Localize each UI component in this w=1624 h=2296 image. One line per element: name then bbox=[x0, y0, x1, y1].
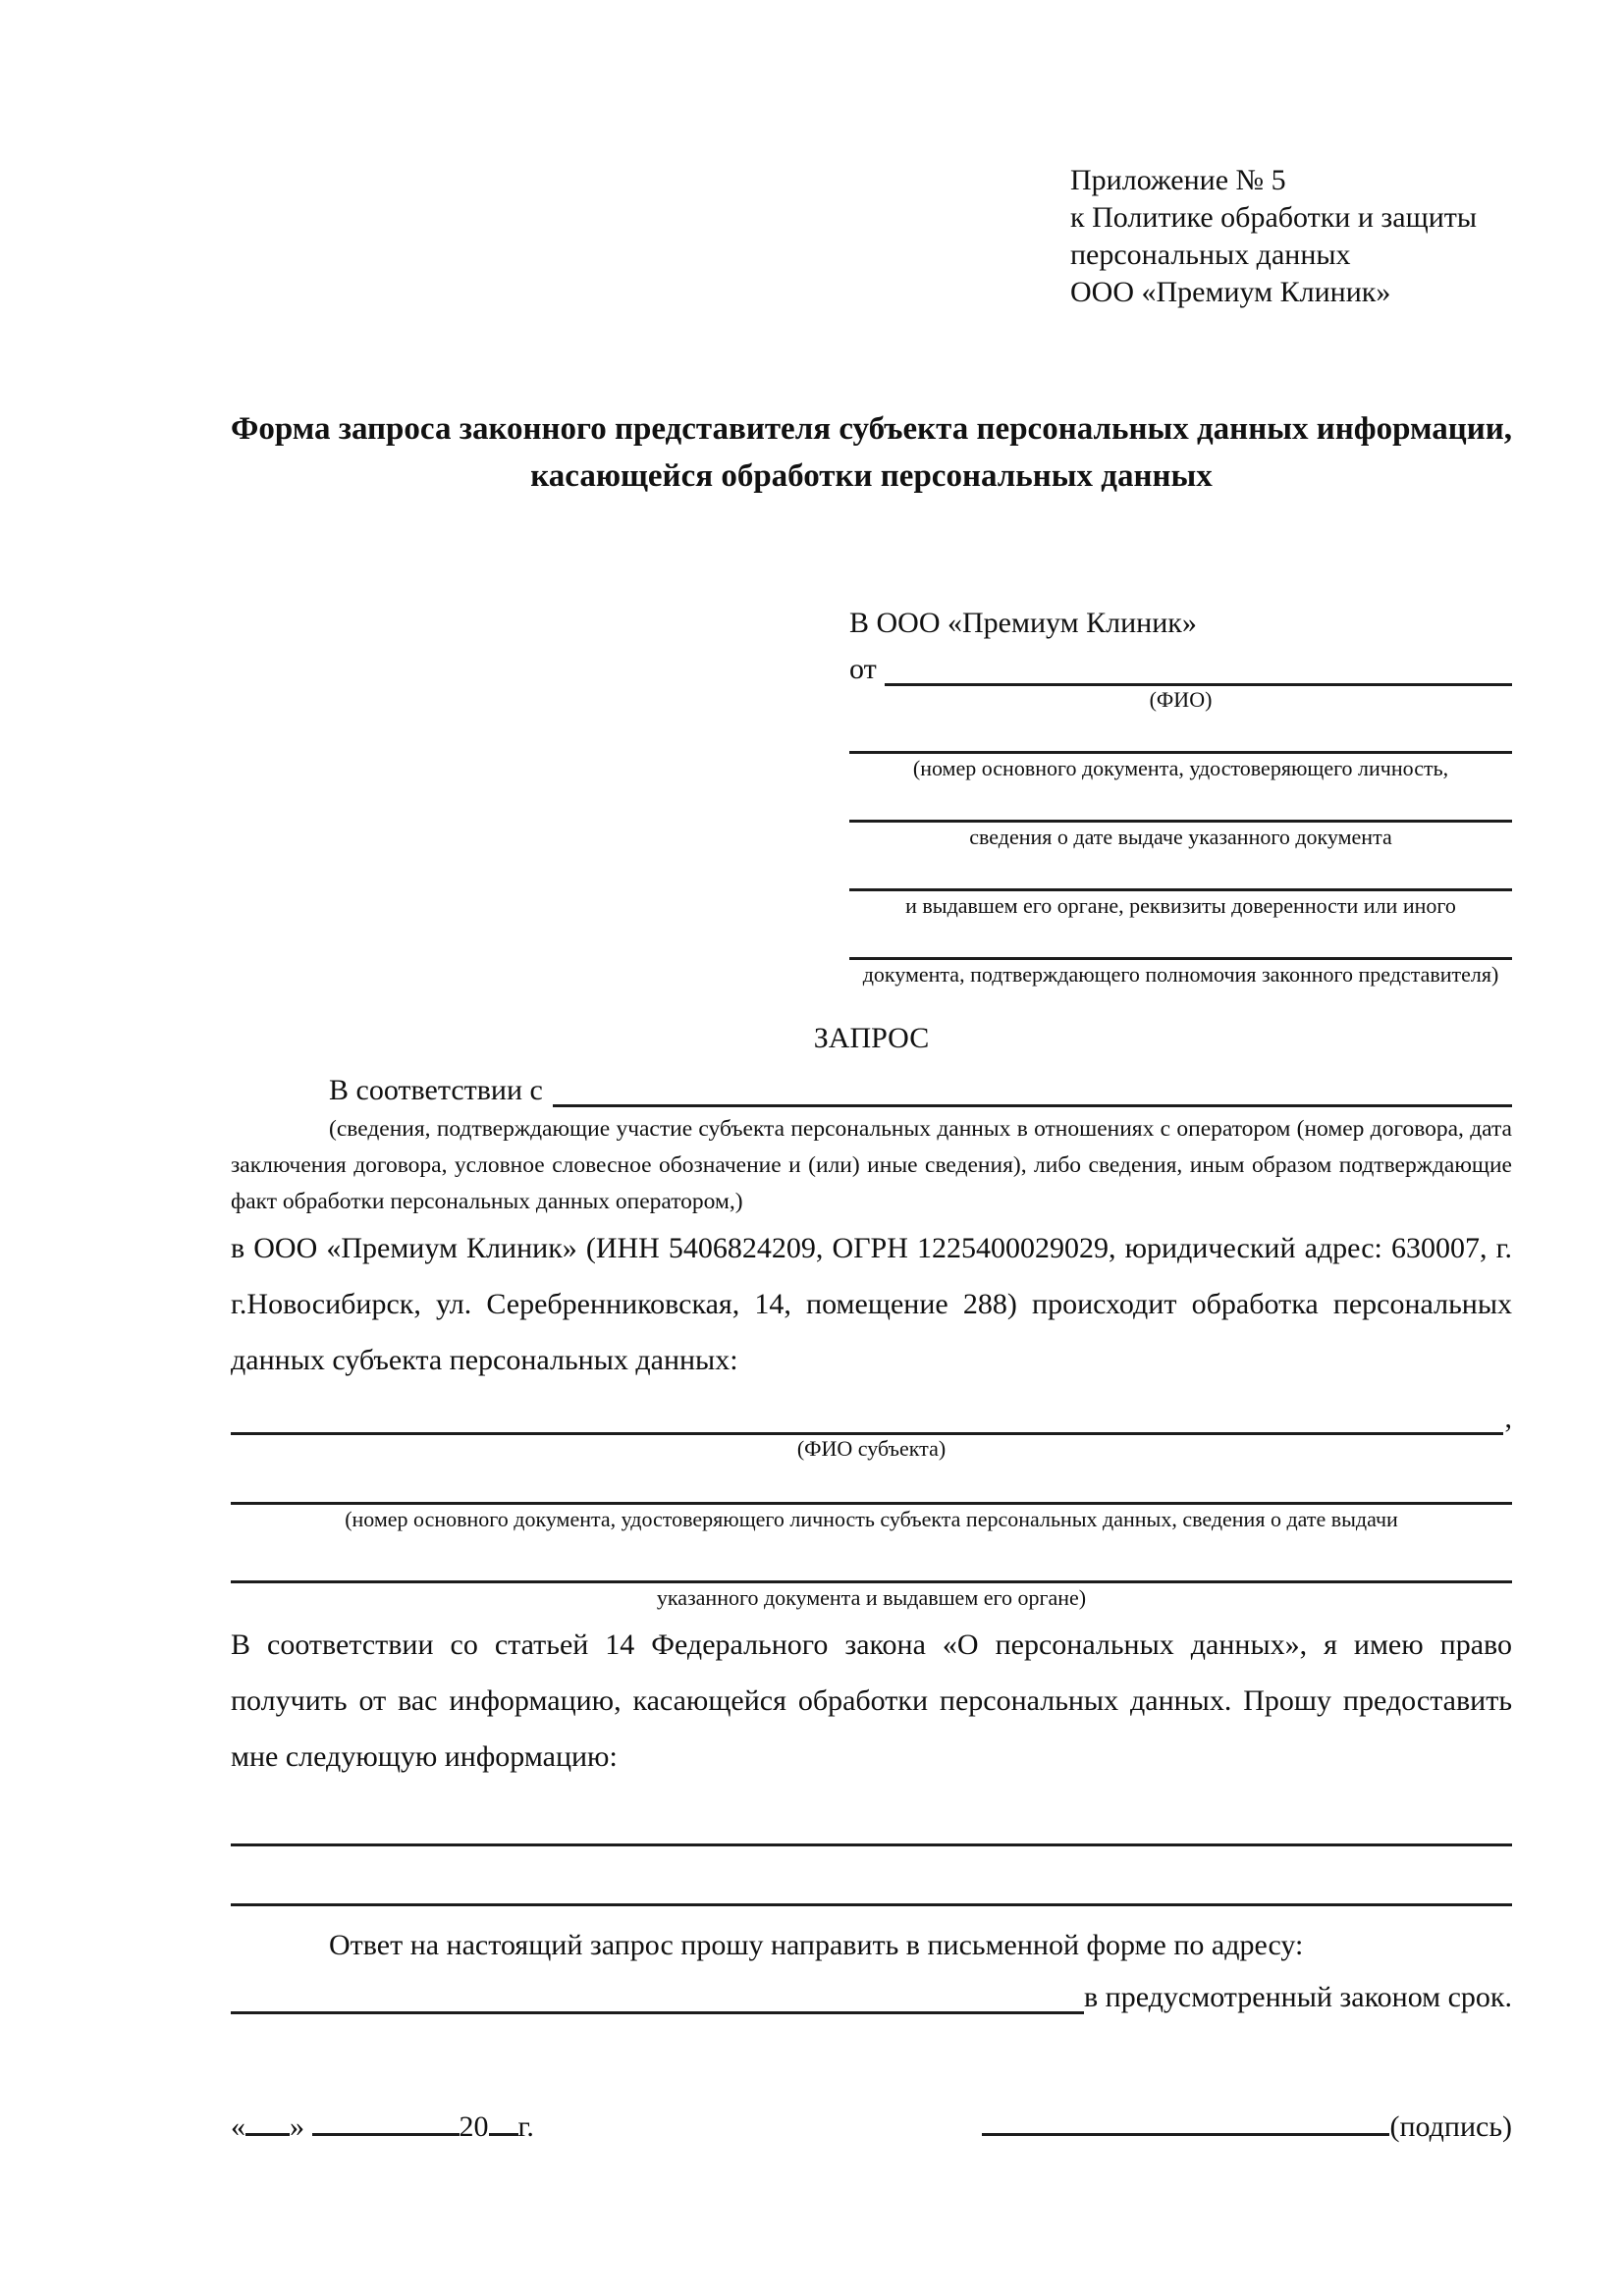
requested-info-blank-field-1[interactable] bbox=[231, 1843, 1512, 1846]
year-prefix: 20 bbox=[459, 2110, 489, 2143]
identity-doc-blank-field[interactable] bbox=[849, 732, 1512, 754]
authority-doc-blank-field[interactable] bbox=[849, 938, 1512, 960]
subject-doc-blank-field[interactable] bbox=[231, 1475, 1512, 1505]
subject-fio-caption: (ФИО субъекта) bbox=[796, 1436, 947, 1461]
authority-doc-caption: документа, подтверждающего полномочия законного представителя) bbox=[862, 962, 1499, 987]
subject-fio-comma: , bbox=[1504, 1402, 1512, 1434]
signature-caption: (подпись) bbox=[1389, 2110, 1512, 2143]
from-label: от bbox=[849, 653, 877, 685]
fio-caption: (ФИО) bbox=[1149, 687, 1213, 712]
doc-issue-date-blank-field[interactable] bbox=[849, 801, 1512, 823]
issuing-authority-blank-field[interactable] bbox=[849, 870, 1512, 891]
reply-suffix: в предусмотренный законом срок. bbox=[1084, 1981, 1512, 2013]
from-field-row bbox=[849, 647, 1512, 686]
from-blank-field[interactable] bbox=[885, 653, 1512, 686]
requested-info-blank-field-2[interactable] bbox=[231, 1903, 1512, 1906]
appendix-note-line: Приложение № 5 bbox=[1070, 164, 1286, 196]
reply-paragraph: Ответ на настоящий запрос прошу направить в письменной форме по адресу: bbox=[329, 1929, 1304, 1961]
appendix-note-line: персональных данных bbox=[1070, 239, 1351, 271]
signature-blank-field[interactable] bbox=[982, 2109, 1389, 2136]
appendix-note bbox=[1070, 162, 1512, 311]
accordance-field-row bbox=[231, 1066, 1512, 1107]
subject-fio-field-row bbox=[231, 1402, 1512, 1435]
quote-open: « bbox=[231, 2110, 245, 2143]
appendix-note-line: к Политике обработки и защиты bbox=[1070, 201, 1478, 234]
subject-doc-caption-2: указанного документа и выдавшем его органе) bbox=[656, 1585, 1087, 1610]
addressee-to: В ООО «Премиум Клиник» bbox=[849, 607, 1197, 639]
law-paragraph: В соответствии со статьей 14 Федерального закона «О персональных данных», я имею право получить от вас информацию, касающейся обработки персональных данных. Прошу предоставить мне следующую информацию: bbox=[231, 1629, 1512, 1773]
signature-field-group bbox=[982, 2109, 1512, 2144]
appendix-note-line: ООО «Премиум Клиник» bbox=[1070, 276, 1391, 308]
signature-row bbox=[231, 2109, 1512, 2144]
quote-close: » bbox=[290, 2110, 304, 2143]
subject-doc-issuer-blank-field[interactable] bbox=[231, 1554, 1512, 1583]
year-blank-field[interactable] bbox=[489, 2109, 518, 2136]
request-heading: ЗАПРОС bbox=[813, 1022, 930, 1054]
month-blank-field[interactable] bbox=[312, 2109, 460, 2136]
issuing-authority-caption: и выдавшем его органе, реквизиты доверенности или иного bbox=[905, 893, 1456, 918]
operator-paragraph: в ООО «Премиум Клиник» (ИНН 5406824209, ОГРН 1225400029029, юридический адрес: 630007, г. г.Новосибирск, ул. Серебренниковская, 14, помещение 288) происходит обработка персональных данных субъекта персональных данных: bbox=[231, 1232, 1512, 1376]
date-field-group bbox=[231, 2109, 534, 2144]
subject-doc-caption-1: (номер основного документа, удостоверяющего личность субъекта персональных данных, сведения о дате выдачи bbox=[345, 1507, 1398, 1531]
identity-doc-caption: (номер основного документа, удостоверяющего личность, bbox=[912, 756, 1449, 780]
accordance-label: В соответствии с bbox=[329, 1074, 543, 1106]
accordance-blank-field[interactable] bbox=[553, 1074, 1512, 1107]
reply-address-field-row bbox=[231, 1971, 1512, 2014]
subject-fio-blank-field[interactable] bbox=[231, 1402, 1503, 1435]
day-blank-field[interactable] bbox=[245, 2109, 290, 2136]
year-suffix: г. bbox=[517, 2110, 534, 2143]
document-title: Форма запроса законного представителя субъекта персональных данных информации, касающейся обработки персональных данных bbox=[231, 411, 1512, 494]
doc-issue-date-caption: сведения о дате выдаче указанного документа bbox=[969, 825, 1392, 849]
addressee-block bbox=[849, 604, 1512, 988]
reply-address-blank-field[interactable] bbox=[231, 1981, 1084, 2014]
accordance-caption: (сведения, подтверждающие участие субъекта персональных данных в отношениях с оператором (номер договора, дата заключения договора, условное словесное обозначение и (или) иные сведения), либо сведения, иным образом подтверждающие факт обработки персональных данных оператором,) bbox=[231, 1116, 1512, 1214]
